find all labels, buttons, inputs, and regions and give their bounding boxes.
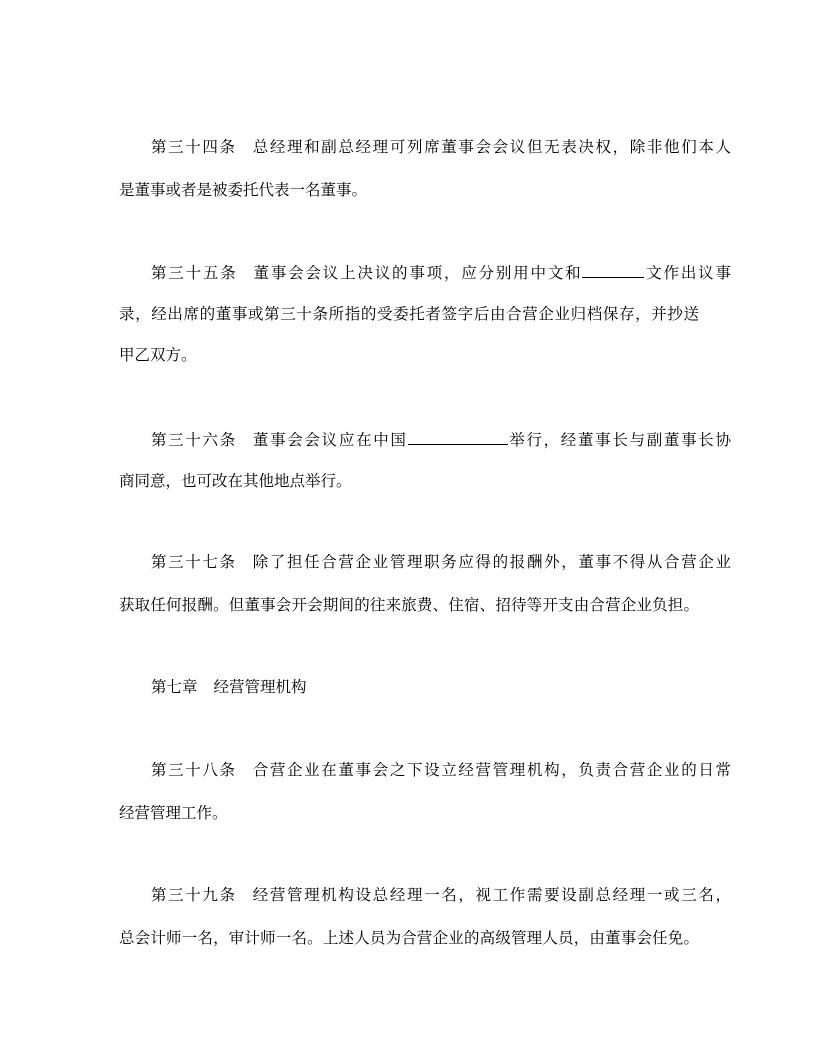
article-38-number: 第三十八条: [151, 761, 237, 779]
article-35-number: 第三十五条: [151, 264, 238, 282]
article-39-number: 第三十九条: [151, 886, 237, 904]
article-35-line-2: 录，经出席的董事或第三十条所指的受委托者签字后由合营企业归档保存，并抄送: [119, 305, 699, 323]
chapter-7-heading: [119, 677, 731, 697]
article-39-line-2: 总会计师一名，审计师一名。上述人员为合营企业的高级管理人员，由董事会任免。: [119, 929, 699, 947]
article-38-text-1: 合营企业在董事会之下设立经营管理机构，负责合营企业的日常: [252, 761, 731, 779]
article-34-number: 第三十四条: [151, 138, 237, 156]
article-34-text-1: 总经理和副总经理可列席董事会会议但无表决权，除非他们本人: [252, 138, 731, 156]
article-38-line-2: 经营管理工作。: [119, 804, 228, 822]
article-39-line-1: [119, 885, 731, 905]
article-36-text-1b: 举行，经董事长与副董事长协: [507, 431, 731, 449]
article-37-text-1: 除了担任合营企业管理职务应得的报酬外，董事不得从合营企业: [252, 553, 731, 571]
article-38-line-1: [119, 760, 731, 780]
chapter-number: 第七章: [151, 678, 198, 696]
article-39-text-1: 经营管理机构设总经理一名，视工作需要设副总经理一或三名，: [252, 886, 731, 904]
location-blank: [408, 428, 508, 445]
article-36-number: 第三十六条: [151, 431, 237, 449]
article-36-line-1: [119, 428, 731, 450]
article-36-text-1a: 董事会会议应在中国: [252, 431, 408, 449]
article-35-line-3: 甲乙双方。: [119, 346, 197, 364]
article-35-text-1a: 董事会会议上决议的事项，应分别用中文和: [253, 264, 583, 282]
article-34-line-1: [119, 137, 731, 157]
language-blank: [582, 261, 644, 278]
article-35-text-1b: 文作出议事: [644, 264, 731, 282]
article-34-line-2: 是董事或者是被委托代表一名董事。: [119, 181, 368, 199]
article-37-number: 第三十七条: [151, 553, 237, 571]
article-37-line-2: 获取任何报酬。但董事会开会期间的往来旅费、住宿、招待等开支由合营企业负担。: [119, 596, 699, 614]
chapter-title: 经营管理机构: [213, 678, 307, 696]
article-36-line-2: 商同意，也可改在其他地点举行。: [119, 472, 352, 490]
article-37-line-1: [119, 552, 731, 572]
article-35-line-1: [119, 261, 731, 283]
